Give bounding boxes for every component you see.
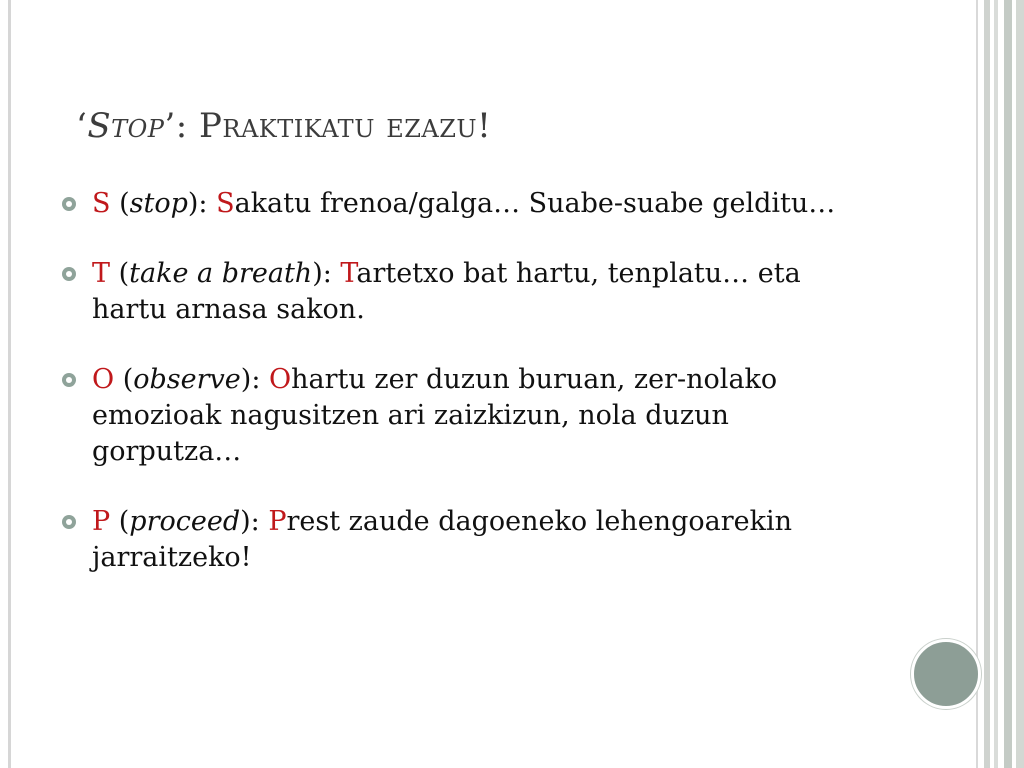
slide-title xyxy=(76,106,491,146)
bullet-letter: S xyxy=(92,188,111,219)
bullet-item-p xyxy=(60,504,860,576)
title-quote: ‘ xyxy=(76,106,88,146)
bullet-keyword: observe xyxy=(133,364,241,395)
title-stop: Stop xyxy=(87,106,165,146)
paren-open: ( xyxy=(110,188,130,219)
bullet-item-t xyxy=(60,256,860,328)
bullet-keyword: stop xyxy=(129,188,188,219)
bullet-initial: P xyxy=(268,506,287,537)
decor-stripe xyxy=(994,0,998,768)
bullet-initial: T xyxy=(340,258,357,289)
bullet-initial: O xyxy=(269,364,292,395)
bullet-keyword: proceed xyxy=(129,506,241,537)
bullet-text: artetxo bat hartu, tenplatu… eta hartu arnasa sakon. xyxy=(92,258,801,325)
bullet-icon xyxy=(62,373,76,387)
paren-open: ( xyxy=(114,364,134,395)
paren-open: ( xyxy=(110,506,130,537)
bullet-item-s xyxy=(60,186,860,222)
bullet-initial: S xyxy=(216,188,235,219)
decor-circle xyxy=(911,639,981,709)
bullet-item-o xyxy=(60,362,860,470)
bullet-icon xyxy=(62,197,76,211)
bullet-letter: T xyxy=(92,258,111,289)
paren-close: ): xyxy=(187,188,217,219)
bullet-icon xyxy=(62,515,76,529)
bullet-letter: P xyxy=(92,506,111,537)
bullet-text: rest zaude dagoeneko lehengoarekin jarraitzeko! xyxy=(92,506,792,573)
paren-open: ( xyxy=(110,258,130,289)
paren-close: ): xyxy=(240,506,269,537)
bullet-text: akatu frenoa/galga… Suabe-suabe gelditu… xyxy=(234,188,836,219)
bullet-icon xyxy=(62,267,76,281)
decor-stripe xyxy=(1004,0,1012,768)
left-border-line xyxy=(8,0,11,768)
decor-stripe xyxy=(1016,0,1024,768)
bullet-text: hartu zer duzun buruan, zer-nolako emozioak nagusitzen ari zaizkizun, nola duzun gorputza… xyxy=(92,364,778,467)
paren-close: ): xyxy=(240,364,269,395)
title-rest: ’: Praktikatu ezazu! xyxy=(164,106,492,146)
decor-stripe xyxy=(984,0,990,768)
bullet-letter: O xyxy=(92,364,115,395)
bullet-keyword: take a breath xyxy=(129,258,313,289)
bullet-list xyxy=(60,186,860,610)
paren-close: ): xyxy=(312,258,341,289)
decor-stripe xyxy=(976,0,978,768)
